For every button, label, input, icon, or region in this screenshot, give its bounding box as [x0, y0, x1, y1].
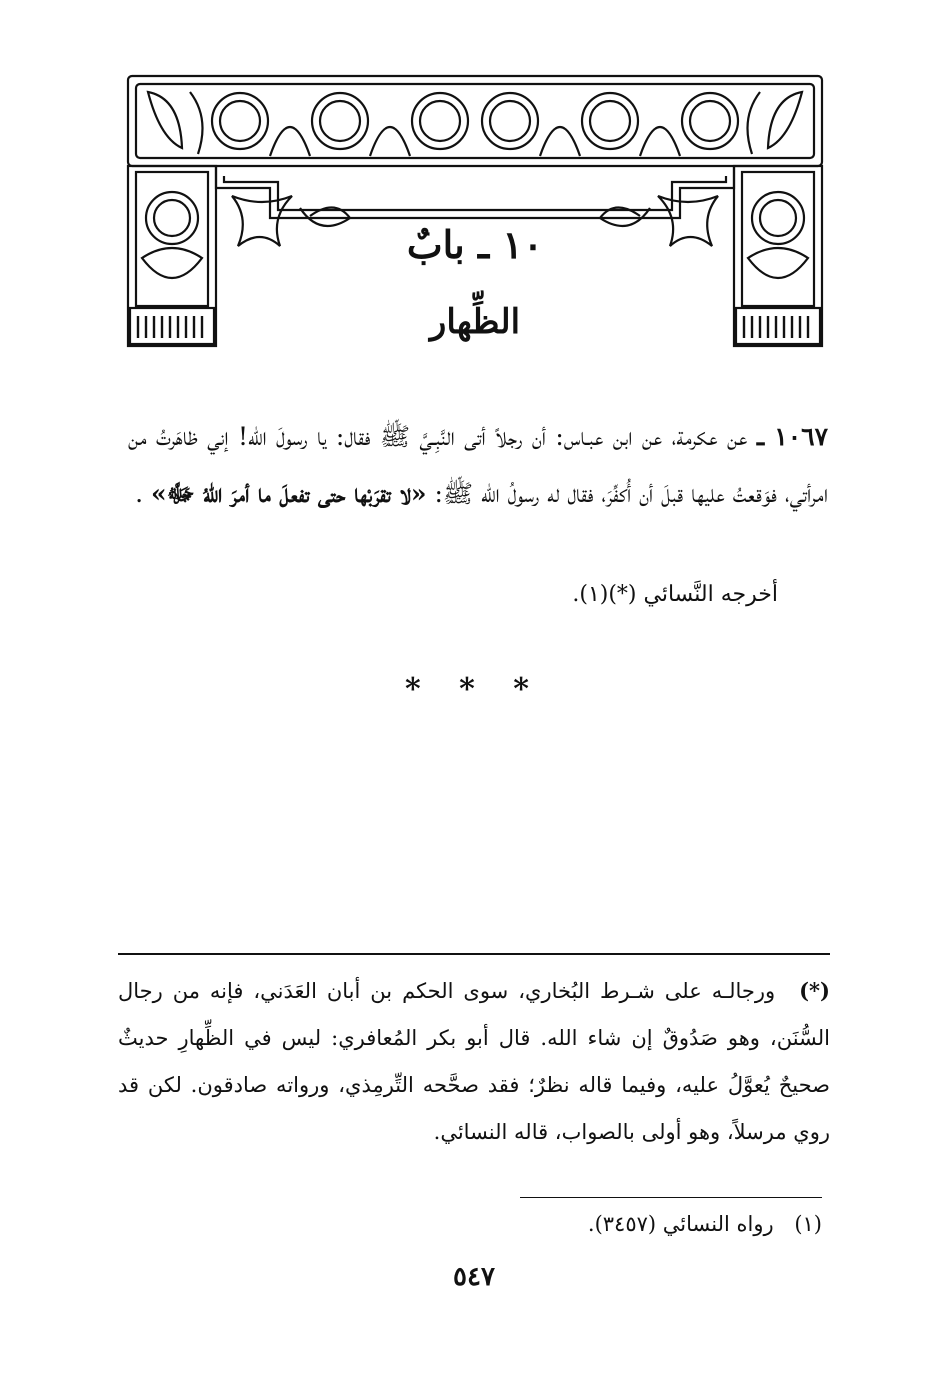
- takhrij-line: أخرجه النَّسائي (*)(١).: [572, 582, 778, 607]
- hadith-number: ١٠٦٧ ـ: [756, 422, 828, 451]
- footnote-divider: [118, 953, 830, 955]
- hadith-quote: «لا تقرَبْها حتى تفعلَ ما أمرَ اللهُ ﷻ»: [150, 479, 427, 508]
- footnote-short-divider: [520, 1197, 822, 1198]
- page-number: ٥٤٧: [453, 1262, 495, 1292]
- chapter-title: ١٠ ـ بابٌ: [406, 222, 544, 267]
- chapter-subtitle: الظِّهار: [429, 302, 521, 342]
- section-separator: * * *: [405, 672, 543, 707]
- footnote-star: [118, 967, 830, 1156]
- hadith-text: [128, 408, 828, 522]
- footnote-one-text: رواه النسائي (٣٤٥٧).: [587, 1212, 774, 1236]
- footnote-one: [300, 1212, 822, 1236]
- hadith-ending: .: [135, 479, 144, 508]
- footnote-one-marker: (١): [794, 1212, 822, 1236]
- footnote-star-marker: (*): [799, 978, 830, 1003]
- hadith-body: عن عكرمة، عن ابن عبـاس: أن رجلاً أتى النَّبِـيَّ ﷺ فقال: يا رسولَ الله! إني ظاهَرتُ من امرأتي، فوَقعتُ عليها قبلَ أن أُكفِّرَ، فقال له رسولُ الله ﷺ:: [128, 422, 828, 508]
- footnote-star-text: ورجالـه على شـرط البُخاري، سوى الحكم بن أبان العَدَني، فإنه من رجال السُّنَن، وهو صَدُوقٌ إن شاء الله. قال أبو بكر المُعافري: ليس في الظِّهارِ حديثٌ صحيحٌ يُعوَّلُ عليه، وفيما قاله نظرٌ؛ فقد صحَّحه التِّرمِذي، ورواته صادقون. لكن قد روي مرسلاً، وهو أولى بالصواب، قاله النسائي.: [118, 979, 830, 1144]
